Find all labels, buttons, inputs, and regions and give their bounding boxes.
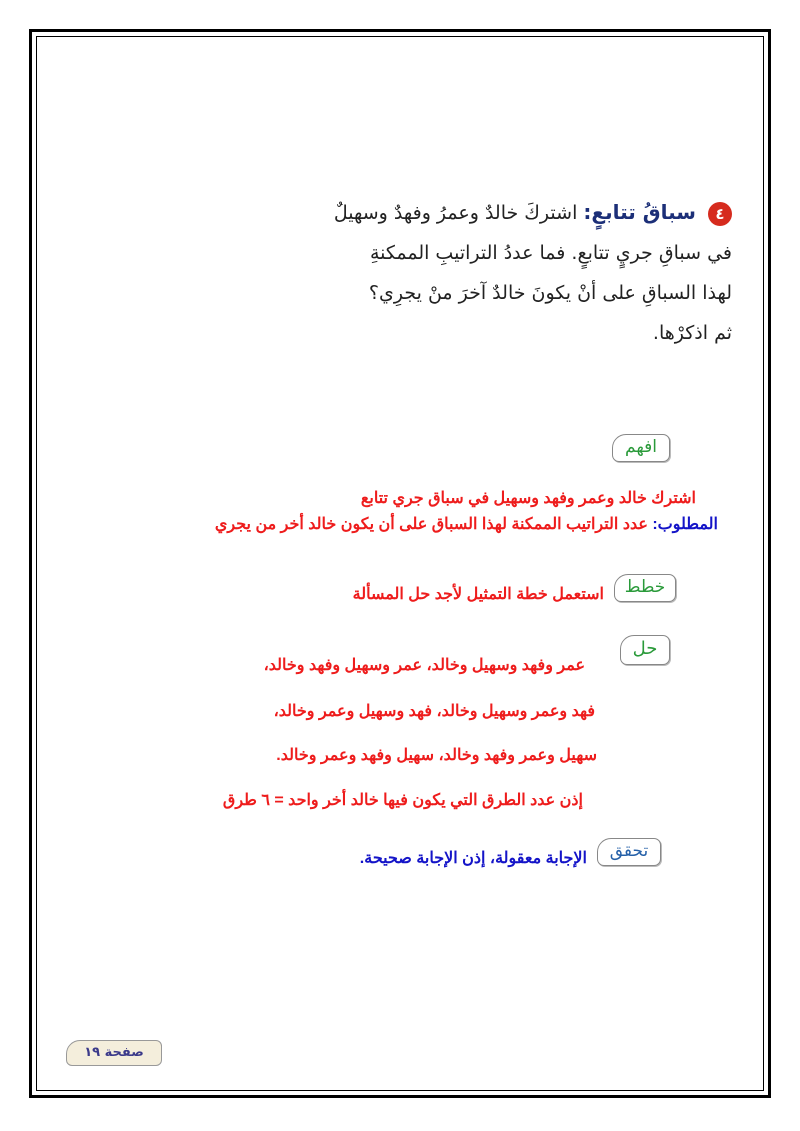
- solve-result: إذن عدد الطرق التي يكون فيها خالد أخر واحد = ٦ طرق: [222, 792, 583, 809]
- required-line: [215, 514, 718, 534]
- problem-line-2: في سباقِ جريٍ تتابعٍ. فما عددُ التراتيبِ الممكنةِ: [369, 242, 732, 264]
- check-tag: تحقق: [597, 838, 661, 866]
- required-label: المطلوب:: [652, 516, 718, 533]
- page-number-badge: صفحة ١٩: [66, 1040, 162, 1066]
- understand-line: اشترك خالد وعمر وفهد وسهيل في سباق جري تتابع: [360, 490, 696, 507]
- plan-tag: خطط: [614, 574, 676, 602]
- problem-title: سباقُ تتابعٍ:: [583, 200, 696, 224]
- problem-line-1: [292, 192, 732, 233]
- check-line: الإجابة معقولة، إذن الإجابة صحيحة.: [359, 850, 587, 867]
- problem-number-badge: ٤: [708, 202, 732, 226]
- problem-line-4: ثم اذكرْها.: [652, 322, 732, 344]
- required-text: عدد التراتيب الممكنة لهذا السباق على أن يكون خالد أخر من يجري: [214, 516, 648, 533]
- solve-tag: حل: [620, 635, 670, 665]
- problem-statement: [292, 192, 732, 353]
- problem-text: اشتركَ خالدٌ وعمرُ وفهدٌ وسهيلٌ: [333, 202, 578, 224]
- understand-tag: افهم: [612, 434, 670, 462]
- plan-line: استعمل خطة التمثيل لأجد حل المسألة: [352, 586, 604, 603]
- solve-line-2: فهد وعمر وسهيل وخالد، فهد وسهيل وعمر وخالد،: [273, 703, 595, 720]
- solve-line-1: عمر وفهد وسهيل وخالد، عمر وسهيل وفهد وخالد،: [263, 657, 585, 674]
- solve-line-3: سهيل وعمر وفهد وخالد، سهيل وفهد وعمر وخالد.: [276, 747, 597, 764]
- problem-line-3: لهذا السباقِ على أنْ يكونَ خالدٌ آخرَ منْ يجرِي؟: [368, 282, 732, 304]
